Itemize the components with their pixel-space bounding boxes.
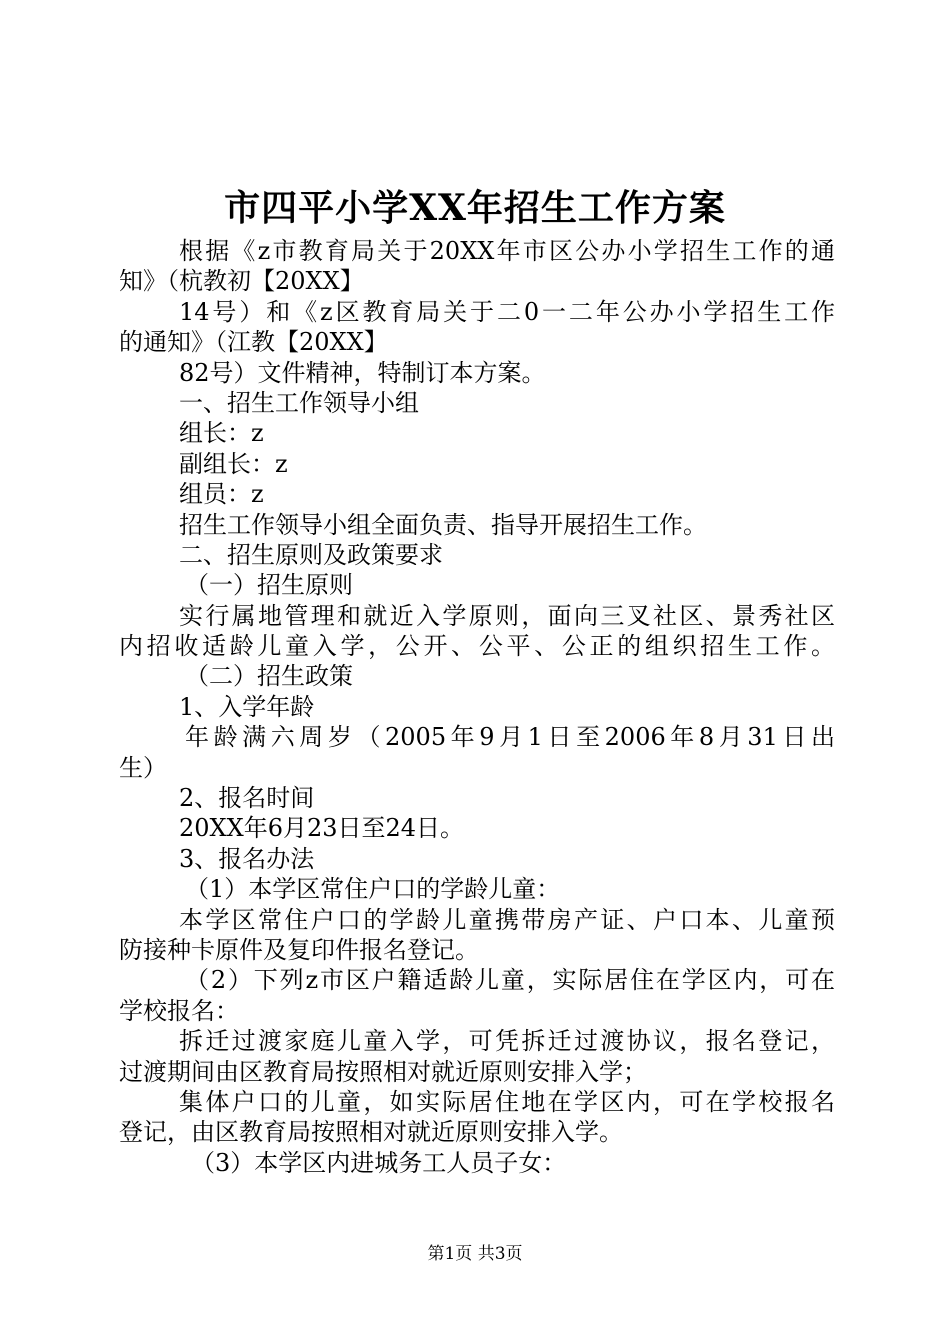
paragraph-line: 集体户口的儿童，如实际居住地在学区内，可在学校报名: [179, 1087, 835, 1116]
paragraph-line: 3、报名办法: [179, 844, 315, 873]
paragraph-line: 20XX年6月23日至24日。: [179, 814, 465, 843]
paragraph-line: 组员：z: [179, 480, 264, 509]
paragraph-line: （2）下列z市区户籍适龄儿童，实际居住在学区内，可在: [185, 966, 835, 995]
paragraph-line: 实行属地管理和就近入学原则，面向三叉社区、景秀社区: [179, 601, 835, 630]
paragraph-line: 2、报名时间: [179, 784, 315, 813]
paragraph-line: 拆迁过渡家庭儿童入学，可凭拆迁过渡协议，报名登记，: [179, 1027, 835, 1056]
paragraph-line: 副组长：z: [179, 449, 288, 478]
section-heading: 一、招生工作领导小组: [179, 388, 419, 417]
paragraph-line: 内招收适龄儿童入学，公开、公平、公正的组织招生工作。: [119, 632, 835, 661]
page-footer: 第1页 共3页: [427, 1244, 523, 1264]
paragraph-line: （3）本学区内进城务工人员子女：: [191, 1148, 567, 1177]
paragraph-line: 登记，由区教育局按照相对就近原则安排入学。: [119, 1118, 623, 1147]
document-title: 市四平小学XX年招生工作方案: [224, 187, 726, 229]
paragraph-line: 14号）和《z区教育局关于二0一二年公办小学招生工作: [179, 297, 835, 326]
paragraph-line: 年龄满六周岁（2005年9月1日至2006年8月31日出: [185, 723, 835, 752]
paragraph-line: 招生工作领导小组全面负责、指导开展招生工作。: [179, 510, 707, 539]
paragraph-line: 防接种卡原件及复印件报名登记。: [119, 935, 479, 964]
paragraph-line: 本学区常住户口的学龄儿童携带房产证、户口本、儿童预: [179, 905, 835, 934]
paragraph-line: 过渡期间由区教育局按照相对就近原则安排入学；: [119, 1057, 647, 1086]
paragraph-line: （1）本学区常住户口的学龄儿童：: [185, 875, 561, 904]
paragraph-line: 生）: [119, 753, 167, 782]
paragraph-line: 组长：z: [179, 419, 264, 448]
paragraph-line: 学校报名：: [119, 996, 239, 1025]
subsection-heading: （二）招生政策: [185, 662, 353, 691]
paragraph-line: 的通知》（江教【20XX】: [119, 328, 388, 357]
paragraph-line: 根据《z市教育局关于20XX年市区公办小学招生工作的通: [179, 237, 835, 265]
paragraph-line: 1、入学年龄: [179, 692, 315, 721]
paragraph-line: 82号）文件精神，特制订本方案。: [179, 358, 546, 387]
section-heading: 二、招生原则及政策要求: [179, 540, 443, 569]
paragraph-line: 知》（杭教初【20XX】: [119, 267, 364, 296]
document-body: [119, 236, 835, 1178]
subsection-heading: （一）招生原则: [185, 571, 353, 600]
